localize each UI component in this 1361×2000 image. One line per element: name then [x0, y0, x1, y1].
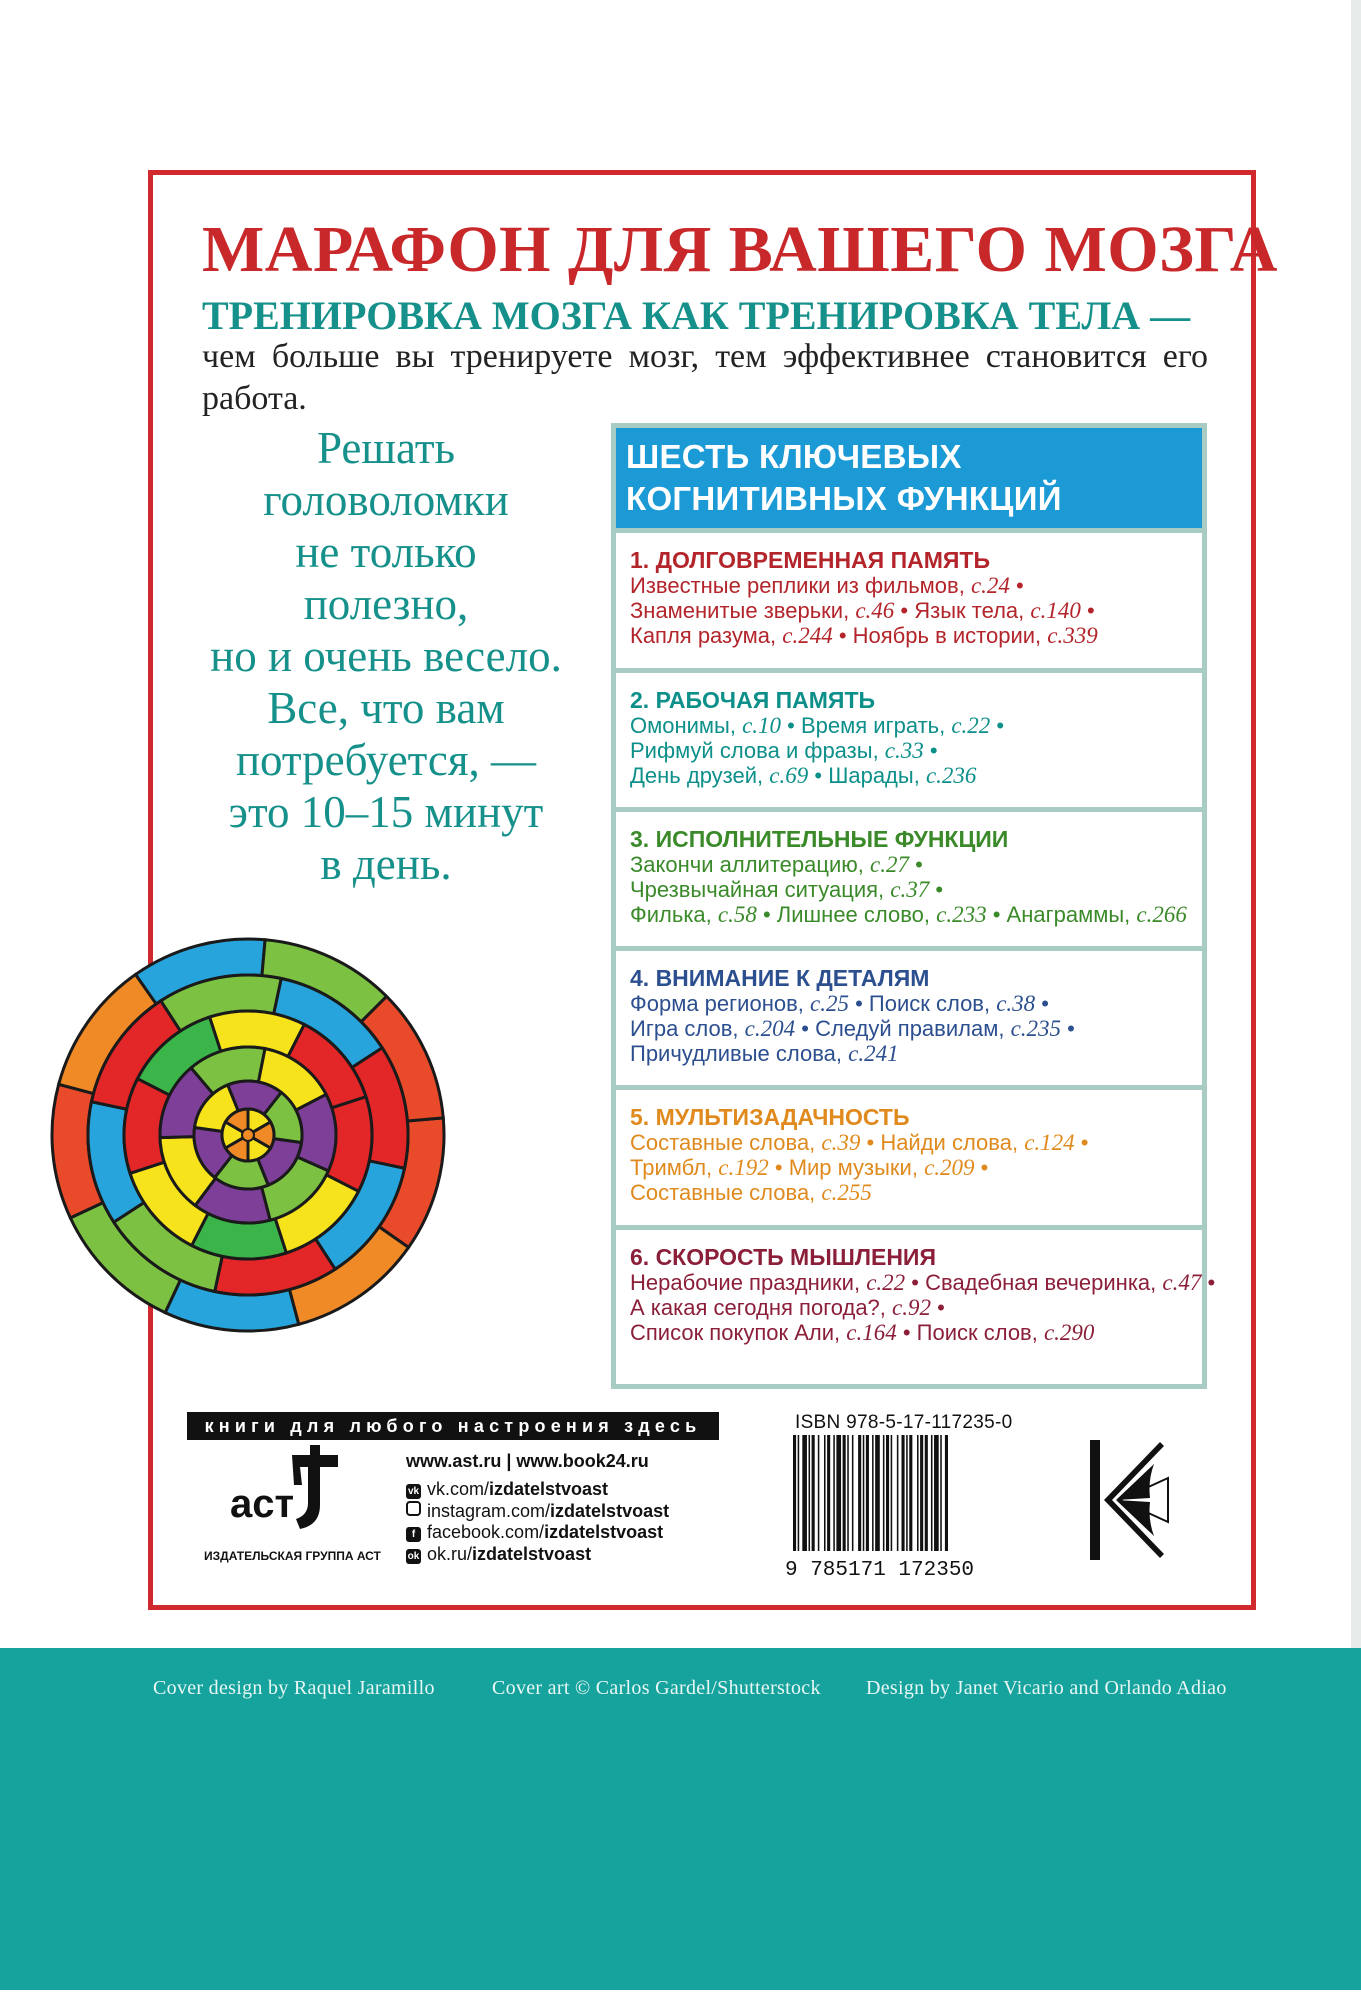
- function-section-row: [630, 598, 1202, 623]
- cognitive-functions-box: [611, 423, 1216, 1389]
- function-section-row: [630, 1155, 1202, 1180]
- social-link-handle: izdatelstvoast: [489, 1479, 609, 1499]
- page-ref: с.209: [924, 1155, 975, 1180]
- promo-line: в день.: [320, 839, 452, 889]
- puzzle-name: Омонимы,: [630, 713, 743, 738]
- barcode-bar: [866, 1435, 869, 1551]
- barcode-bar: [909, 1435, 912, 1551]
- barcode-bar: [818, 1435, 820, 1551]
- isbn-label: ISBN 978-5-17-117235-0: [795, 1412, 1013, 1433]
- bullet-separator: •: [930, 1295, 945, 1320]
- puzzle-name: Закончи аллитерацию,: [630, 852, 870, 877]
- function-section-row: [630, 1041, 1202, 1066]
- puzzle-name: Лишнее слово,: [776, 902, 937, 927]
- credit-cover-art: Cover art © Carlos Gardel/Shutterstock: [492, 1677, 821, 1699]
- barcode-bar: [891, 1435, 893, 1551]
- function-section: [616, 812, 1202, 951]
- puzzle-name: Чрезвычайная ситуация,: [630, 877, 891, 902]
- puzzle-name: Тримбл,: [630, 1155, 719, 1180]
- page-ref: с.33: [884, 738, 924, 763]
- promo-line: но и очень весело.: [210, 631, 562, 681]
- barcode-bar: [931, 1435, 933, 1551]
- barcode-digits: 9 785171 172350: [785, 1559, 975, 1582]
- bullet-separator: •: [768, 1155, 789, 1180]
- page-ref: с.266: [1136, 902, 1187, 927]
- barcode-bar: [827, 1435, 830, 1551]
- function-section: [616, 1090, 1202, 1230]
- function-section-title: 5. МУЛЬТИЗАДАЧНОСТЬ: [630, 1104, 910, 1130]
- page-ref: с.22: [951, 713, 991, 738]
- page-ref: с.92: [892, 1295, 931, 1320]
- function-section: [616, 673, 1202, 812]
- function-section-title: 2. РАБОЧАЯ ПАМЯТЬ: [630, 687, 876, 713]
- puzzle-name: Знаменитые зверьки,: [630, 598, 856, 623]
- publisher-name: ИЗДАТЕЛЬСКАЯ ГРУППА АСТ: [204, 1549, 381, 1563]
- function-section-row: [630, 902, 1202, 927]
- function-section-row: [630, 573, 1202, 598]
- barcode-bar: [920, 1435, 923, 1551]
- page-ref: с.255: [821, 1180, 872, 1205]
- barcode-bar: [793, 1435, 796, 1551]
- cover-subtitle: ТРЕНИРОВКА МОЗГА КАК ТРЕНИРОВКА ТЕЛА —: [202, 293, 1191, 338]
- barcode-bar: [897, 1435, 899, 1551]
- bullet-separator: •: [894, 598, 915, 623]
- puzzle-name: Найди слова,: [880, 1130, 1025, 1155]
- barcode-bar: [872, 1435, 874, 1551]
- puzzle-name: Известные реплики из фильмов,: [630, 573, 971, 598]
- barcode-bar: [847, 1435, 849, 1551]
- promo-line: полезно,: [303, 579, 469, 629]
- promo-line: Решать: [316, 423, 456, 473]
- page-ref: с.339: [1047, 623, 1098, 648]
- barcode-bar: [863, 1435, 865, 1551]
- credit-cover-design: Cover design by Raquel Jaramillo: [153, 1677, 435, 1699]
- puzzle-name: Мир музыки,: [788, 1155, 925, 1180]
- bullet-separator: •: [929, 877, 944, 902]
- puzzle-name: Шарады,: [828, 763, 926, 788]
- page-ref: с.290: [1043, 1320, 1095, 1345]
- color-wheel-illustration: [48, 935, 448, 1335]
- page-ref: с.236: [925, 763, 977, 788]
- ok-icon: ok: [407, 1550, 420, 1562]
- bullet-separator: •: [923, 738, 938, 763]
- puzzle-name: Причудливые слова,: [630, 1041, 849, 1066]
- puzzle-name: Язык тела,: [914, 598, 1031, 623]
- function-section-row: [630, 1320, 1202, 1345]
- page-ref: с.235: [1010, 1016, 1062, 1041]
- function-section-title: 1. ДОЛГОВРЕМЕННАЯ ПАМЯТЬ: [630, 547, 990, 573]
- bullet-separator: •: [832, 623, 853, 648]
- page-ref: с.140: [1030, 598, 1081, 623]
- page-ref: с.164: [846, 1320, 897, 1345]
- barcode-bar: [925, 1435, 928, 1551]
- puzzle-name: Нерабочие праздники,: [630, 1270, 867, 1295]
- isbn-barcode: [785, 1435, 1010, 1583]
- function-section: [616, 533, 1202, 673]
- header-line-1: ШЕСТЬ КЛЮЧЕВЫХ: [626, 438, 962, 475]
- barcode-bar: [833, 1435, 835, 1551]
- barcode-bar: [940, 1435, 942, 1551]
- cover-lead-text: чем больше вы тренируете мозг, тем эффективнее становится его работа.: [202, 338, 1208, 417]
- social-link[interactable]: [406, 1544, 591, 1565]
- bullet-separator: •: [808, 763, 829, 788]
- page-ref: с.39: [821, 1130, 861, 1155]
- publisher-websites[interactable]: www.ast.ru | www.book24.ru: [406, 1451, 649, 1471]
- logo-text: аст: [230, 1482, 295, 1526]
- promo-line: головоломки: [263, 475, 509, 525]
- barcode-bar: [824, 1435, 826, 1551]
- puzzle-name: А какая сегодня погода?,: [630, 1295, 893, 1320]
- social-link[interactable]: [406, 1479, 608, 1500]
- social-link-domain: facebook.com/: [427, 1522, 545, 1542]
- social-link-domain: ok.ru/: [427, 1543, 473, 1564]
- bullet-separator: •: [1061, 1016, 1075, 1041]
- cover-title: МАРАФОН ДЛЯ ВАШЕГО МОЗГА: [202, 213, 1278, 286]
- promo-line: Все, что вам: [267, 683, 505, 733]
- function-section-row: [630, 1130, 1202, 1155]
- page-ref: с.10: [742, 713, 782, 738]
- function-section-row: [630, 852, 1202, 877]
- barcode-bar: [812, 1435, 815, 1551]
- promo-line: потребуется, —: [235, 735, 537, 785]
- bottom-margin: [0, 1990, 1361, 2000]
- bullet-separator: •: [1035, 991, 1050, 1016]
- function-section-row: [630, 1295, 1202, 1320]
- puzzle-name: Время играть,: [800, 713, 952, 738]
- barcode-bar: [852, 1435, 854, 1551]
- page-ref: с.22: [866, 1270, 906, 1295]
- barcode-bar: [906, 1435, 908, 1551]
- puzzle-name: Свадебная вечеринка,: [925, 1270, 1163, 1295]
- function-section-row: [630, 713, 1202, 738]
- book-k-mark-icon: [1090, 1440, 1170, 1560]
- bullet-separator: •: [848, 991, 869, 1016]
- bullet-separator: •: [908, 852, 923, 877]
- function-section: [616, 951, 1202, 1090]
- function-section-title: 4. ВНИМАНИЕ К ДЕТАЛЯМ: [630, 965, 930, 991]
- puzzle-name: Ноябрь в истории,: [852, 623, 1048, 648]
- function-section-title: 3. ИСПОЛНИТЕЛЬНЫЕ ФУНКЦИИ: [630, 826, 1009, 852]
- page-ref: с.46: [855, 598, 895, 623]
- social-link-handle: izdatelstvoast: [472, 1543, 592, 1564]
- page-ref: с.37: [890, 877, 930, 902]
- barcode-bar: [883, 1435, 885, 1551]
- header-line-2: КОГНИТИВНЫХ ФУНКЦИЙ: [626, 480, 1062, 517]
- function-section-row: [630, 623, 1202, 648]
- puzzle-name: Список покупок Али,: [630, 1320, 847, 1345]
- function-section-row: [630, 1016, 1202, 1041]
- function-section-row: [630, 738, 1202, 763]
- bullet-separator: •: [1074, 1130, 1089, 1155]
- function-section-row: [630, 763, 1202, 788]
- social-link[interactable]: [406, 1501, 669, 1522]
- function-section-row: [630, 1180, 1202, 1205]
- bullet-separator: •: [990, 713, 1005, 738]
- bullet-separator: •: [986, 902, 1007, 927]
- barcode-bar: [809, 1435, 811, 1551]
- barcode-bar: [836, 1435, 841, 1551]
- function-section-row: [630, 991, 1202, 1016]
- barcode-bar: [843, 1435, 846, 1551]
- function-section-title: 6. СКОРОСТЬ МЫШЛЕНИЯ: [630, 1244, 936, 1270]
- barcode-bar: [875, 1435, 880, 1551]
- page-ref: с.233: [936, 902, 987, 927]
- page-ref: с.244: [782, 623, 833, 648]
- puzzle-name: Анаграммы,: [1006, 902, 1137, 927]
- puzzle-name: Филька,: [630, 902, 718, 927]
- page-ref: с.24: [970, 573, 1010, 598]
- promo-line: это 10–15 минут: [228, 787, 544, 837]
- bullet-separator: •: [974, 1155, 989, 1180]
- social-link-domain: instagram.com/: [427, 1500, 551, 1521]
- social-link[interactable]: [406, 1522, 663, 1543]
- cognitive-functions-header: [616, 428, 1202, 533]
- publisher-tagline: книги для любого настроения здесь: [187, 1412, 719, 1440]
- page-ref: с.27: [870, 852, 909, 877]
- page-ref: с.25: [810, 991, 849, 1016]
- bullet-separator: •: [1009, 573, 1024, 598]
- bullet-separator: •: [905, 1270, 926, 1295]
- barcode-bar: [798, 1435, 800, 1551]
- puzzle-name: Игра слов,: [630, 1016, 745, 1041]
- credit-design: Design by Janet Vicario and Orlando Adiao: [866, 1677, 1227, 1699]
- puzzle-name: Следуй правилам,: [815, 1016, 1011, 1041]
- bullet-separator: •: [795, 1016, 816, 1041]
- cover-edge-strip: [1351, 0, 1361, 1648]
- puzzle-name: Поиск слов,: [916, 1320, 1044, 1345]
- vk-icon: vk: [407, 1486, 420, 1497]
- wheel-center: [242, 1129, 254, 1141]
- bullet-separator: •: [756, 902, 777, 927]
- puzzle-name: Капля разума,: [630, 623, 783, 648]
- function-section-row: [630, 877, 1202, 902]
- barcode-bar: [886, 1435, 889, 1551]
- puzzle-name: Составные слова,: [630, 1130, 822, 1155]
- puzzle-name: Поиск слов,: [868, 991, 997, 1016]
- social-link-handle: izdatelstvoast: [550, 1500, 670, 1521]
- ast-logo: [220, 1445, 348, 1535]
- function-section-row: [630, 1270, 1216, 1295]
- bullet-separator: •: [896, 1320, 917, 1345]
- barcode-bar: [858, 1435, 861, 1551]
- page-ref: с.124: [1024, 1130, 1075, 1155]
- page-ref: с.241: [848, 1041, 899, 1066]
- facebook-icon: f: [406, 1527, 421, 1542]
- bullet-separator: •: [781, 713, 801, 738]
- barcode-bar: [934, 1435, 939, 1551]
- promo-line: не только: [295, 527, 477, 577]
- barcode-bar: [945, 1435, 948, 1551]
- barcode-bar: [802, 1435, 807, 1551]
- bullet-separator: •: [860, 1130, 881, 1155]
- barcode-bar: [902, 1435, 905, 1551]
- social-link-handle: izdatelstvoast: [544, 1522, 664, 1542]
- puzzle-name: Форма регионов,: [630, 991, 810, 1016]
- puzzle-name: Рифмуй слова и фразы,: [630, 738, 885, 763]
- page-ref: с.47: [1162, 1270, 1202, 1295]
- promo-text: [190, 422, 582, 890]
- page-ref: с.69: [769, 763, 809, 788]
- function-section: [616, 1230, 1216, 1385]
- page-ref: с.192: [718, 1155, 769, 1180]
- bullet-separator: •: [1201, 1270, 1216, 1295]
- puzzle-name: Составные слова,: [630, 1180, 822, 1205]
- barcode-bar: [917, 1435, 919, 1551]
- bullet-separator: •: [1080, 598, 1095, 623]
- instagram-icon: [406, 1501, 421, 1516]
- page-ref: с.204: [744, 1016, 796, 1041]
- social-link-domain: vk.com/: [427, 1479, 490, 1499]
- page-ref: с.38: [996, 991, 1036, 1016]
- puzzle-name: День друзей,: [630, 763, 770, 788]
- page-ref: с.58: [717, 902, 757, 927]
